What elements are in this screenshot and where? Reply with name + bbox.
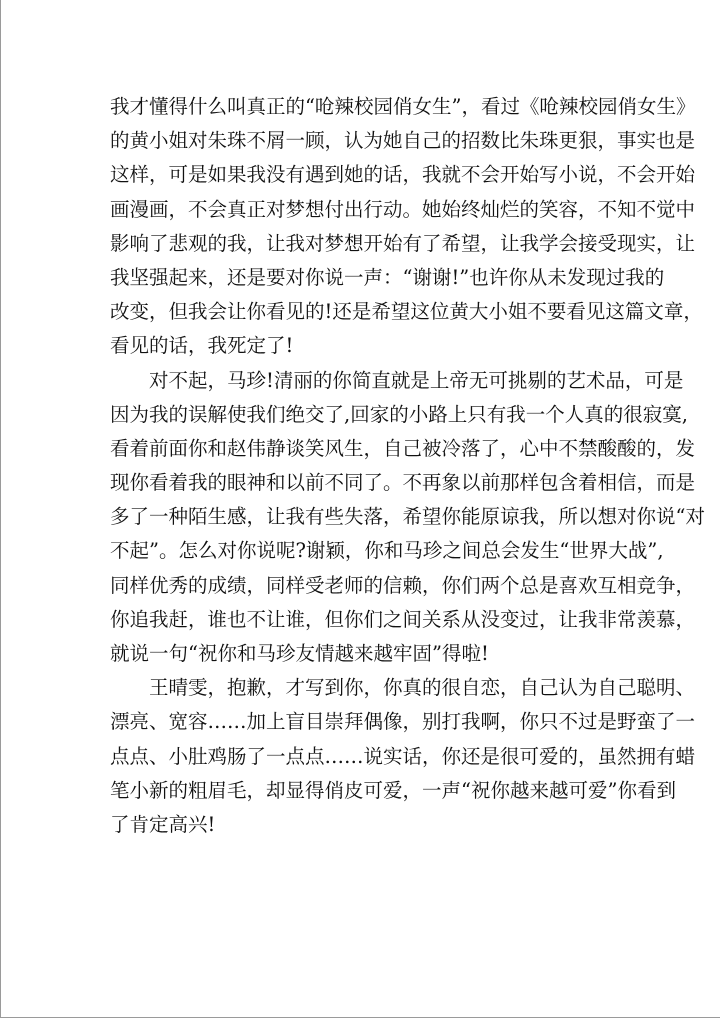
text-line: 我才懂得什么叫真正的“呛辣校园俏女生”，看过《呛辣校园俏女生》 <box>110 95 696 118</box>
text-line: 不起”。怎么对你说呢?谢颖，你和马珍之间总会发生“世界大战”, <box>110 539 664 563</box>
text-line: 点点、小肚鸡肠了一点点……说实话，你还是很可爱的，虽然拥有蜡 <box>110 744 696 768</box>
text-line: 因为我的误解使我们绝交了,回家的小路上只有我一个人真的很寂寞, <box>110 402 688 426</box>
text-line: 画漫画，不会真正对梦想付出行动。她始终灿烂的笑容，不知不觉中 <box>110 197 696 221</box>
text-line: 你追我赶，谁也不让谁，但你们之间关系从没变过，让我非常羡慕， <box>110 607 696 631</box>
paragraph-1 <box>110 90 703 364</box>
text-line: 看着前面你和赵伟静谈笑风生，自己被冷落了，心中不禁酸酸的，发 <box>110 436 696 460</box>
text-line: 就说一句“祝你和马珍友情越来越牢固”得啦! <box>110 642 489 665</box>
text-line: 了肯定高兴! <box>110 812 216 836</box>
text-line: 同样优秀的成绩，同样受老师的信赖，你们两个总是喜欢互相竞争， <box>110 573 696 597</box>
text-line: 笔小新的粗眉毛，却显得俏皮可爱，一声“祝你越来越可爱”你看到 <box>110 778 676 802</box>
document-body <box>110 90 705 842</box>
text-line: 我坚强起来，还是要对你说一声：“谢谢!”也许你从未发现过我的 <box>110 265 665 289</box>
text-line: 对不起，马珍!清丽的你简直就是上帝无可挑剔的艺术品，可是 <box>110 368 684 392</box>
text-line: 改变，但我会让你看见的!还是希望这位黄大小姐不要看见这篇文章， <box>110 300 703 324</box>
text-line: 多了一种陌生感，让我有些失落，希望你能原谅我，所以想对你说“对 <box>110 505 705 529</box>
text-line: 的黄小姐对朱珠不屑一顾，认为她自己的招数比朱珠更狠，事实也是 <box>110 129 696 153</box>
text-line: 看见的话，我死定了! <box>110 334 294 358</box>
text-line: 漂亮、宽容……加上盲目崇拜偶像，别打我啊，你只不过是野蛮了一 <box>110 710 696 734</box>
paragraph-2 <box>110 364 705 672</box>
text-line: 这样，可是如果我没有遇到她的话，我就不会开始写小说，不会开始 <box>110 163 696 187</box>
text-line: 王晴雯，抱歉，才写到你，你真的很自恋，自己认为自己聪明、 <box>110 676 696 700</box>
text-line: 影响了悲观的我，让我对梦想开始有了希望，让我学会接受现实，让 <box>110 231 696 255</box>
paragraph-3 <box>110 671 696 842</box>
text-line: 现你看着我的眼神和以前不同了。不再象以前那样包含着相信，而是 <box>110 471 696 495</box>
